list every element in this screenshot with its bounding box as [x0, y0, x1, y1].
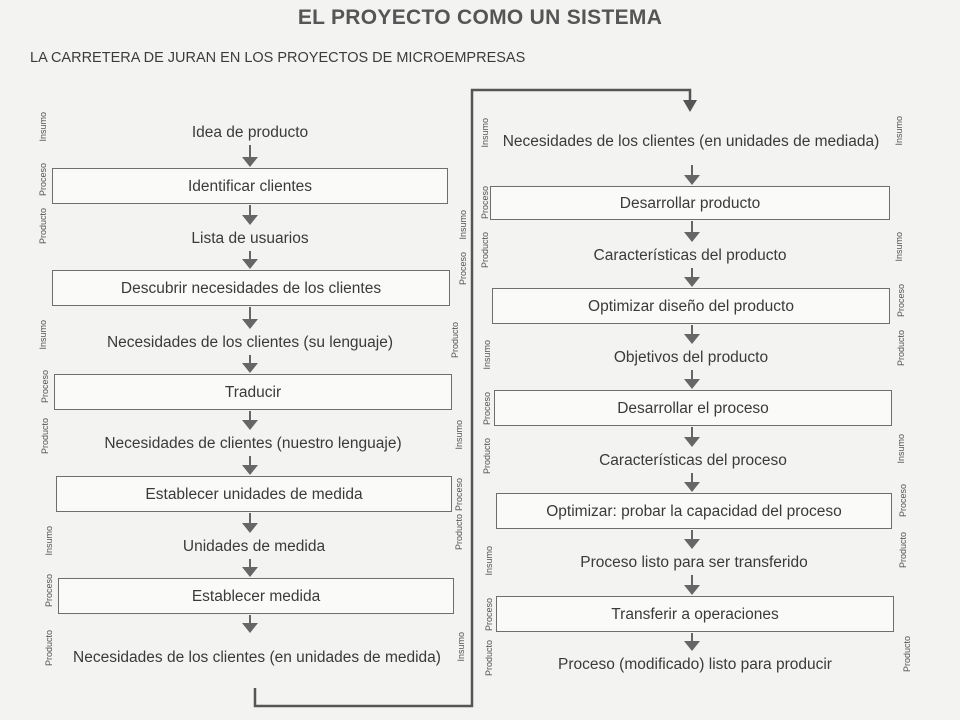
right-step-3: Características del producto: [593, 246, 787, 264]
flow-arrow-head: [242, 319, 258, 329]
left-step-4: Descubrir necesidades de los clientes: [52, 270, 450, 306]
left-step-10: Establecer medida: [58, 578, 454, 614]
side-label-proceso: Proceso: [484, 598, 494, 632]
side-label-insumo: Insumo: [454, 420, 464, 450]
left-step-8: Establecer unidades de medida: [56, 476, 452, 512]
flow-arrow-head: [684, 232, 700, 242]
flow-arrow-head: [684, 641, 700, 651]
side-label-producto: Producto: [38, 208, 48, 245]
flow-arrow-head: [684, 539, 700, 549]
left-step-7: Necesidades de clientes (nuestro lenguaje): [104, 434, 402, 452]
flow-arrow-head: [684, 334, 700, 344]
flow-arrow-head: [242, 567, 258, 577]
flow-arrow-head: [684, 379, 700, 389]
side-label-insumo: Insumo: [38, 320, 48, 350]
side-label-proceso: Proceso: [896, 284, 906, 318]
side-label-producto: Producto: [44, 630, 54, 667]
left-step-6: Traducir: [54, 374, 452, 410]
right-step-10: Transferir a operaciones: [496, 596, 894, 632]
page-title: EL PROYECTO COMO UN SISTEMA: [297, 6, 663, 29]
left-step-3: Lista de usuarios: [191, 229, 309, 247]
left-step-11: Necesidades de los clientes (en unidades de medida): [73, 648, 441, 666]
flow-arrow-head: [242, 157, 258, 167]
flow-arrow-head: [242, 259, 258, 269]
side-label-insumo: Insumo: [38, 112, 48, 142]
flow-arrow-head: [684, 437, 700, 447]
left-step-2: Identificar clientes: [52, 168, 448, 204]
right-step-9: Proceso listo para ser transferido: [580, 553, 808, 571]
subtitle: LA CARRETERA DE JURAN EN LOS PROYECTOS DE MICROEMPRESAS: [30, 50, 526, 66]
left-step-1: Idea de producto: [191, 123, 309, 141]
column-connector-arrow: [683, 100, 697, 112]
side-label-insumo: Insumo: [44, 526, 54, 556]
side-label-insumo: Insumo: [480, 118, 490, 148]
side-label-producto: Producto: [484, 640, 494, 677]
flow-arrow-head: [242, 420, 258, 430]
side-label-proceso: Proceso: [482, 392, 492, 426]
flow-arrow-head: [242, 523, 258, 533]
right-step-4: Optimizar diseño del producto: [492, 288, 890, 324]
side-label-insumo: Insumo: [894, 232, 904, 262]
flow-arrow-head: [684, 482, 700, 492]
flow-arrow-head: [242, 623, 258, 633]
right-step-8: Optimizar: probar la capacidad del proceso: [496, 493, 892, 529]
right-step-11: Proceso (modificado) listo para producir: [558, 655, 832, 673]
flow-arrow-head: [684, 585, 700, 595]
side-label-insumo: Insumo: [458, 210, 468, 240]
side-label-producto: Producto: [898, 532, 908, 569]
side-label-proceso: Proceso: [40, 370, 50, 404]
side-label-insumo: Insumo: [484, 546, 494, 576]
side-label-proceso: Proceso: [458, 252, 468, 286]
side-label-insumo: Insumo: [456, 632, 466, 662]
side-label-proceso: Proceso: [454, 478, 464, 512]
side-label-producto: Producto: [450, 322, 460, 359]
side-label-insumo: Insumo: [482, 340, 492, 370]
flow-arrow-head: [684, 277, 700, 287]
side-label-producto: Producto: [454, 514, 464, 551]
side-label-insumo: Insumo: [894, 116, 904, 146]
left-step-5: Necesidades de los clientes (su lenguaje): [106, 333, 394, 351]
side-label-proceso: Proceso: [44, 574, 54, 608]
right-step-5: Objetivos del producto: [613, 348, 769, 366]
right-step-7: Características del proceso: [599, 451, 787, 469]
flow-arrow-head: [242, 465, 258, 475]
side-label-producto: Producto: [40, 418, 50, 455]
side-label-producto: Producto: [480, 232, 490, 269]
side-label-producto: Producto: [902, 636, 912, 673]
side-label-producto: Producto: [896, 330, 906, 367]
side-label-producto: Producto: [482, 438, 492, 475]
flow-arrow-head: [242, 363, 258, 373]
right-step-6: Desarrollar el proceso: [494, 390, 892, 426]
side-label-insumo: Insumo: [896, 434, 906, 464]
side-label-proceso: Proceso: [38, 163, 48, 197]
right-step-1: Necesidades de los clientes (en unidades de mediada): [502, 132, 880, 150]
side-label-proceso: Proceso: [480, 186, 490, 220]
left-step-9: Unidades de medida: [182, 537, 326, 555]
flow-arrow-head: [242, 215, 258, 225]
side-label-proceso: Proceso: [898, 484, 908, 518]
flow-arrow-head: [684, 175, 700, 185]
right-step-2: Desarrollar producto: [490, 186, 890, 220]
